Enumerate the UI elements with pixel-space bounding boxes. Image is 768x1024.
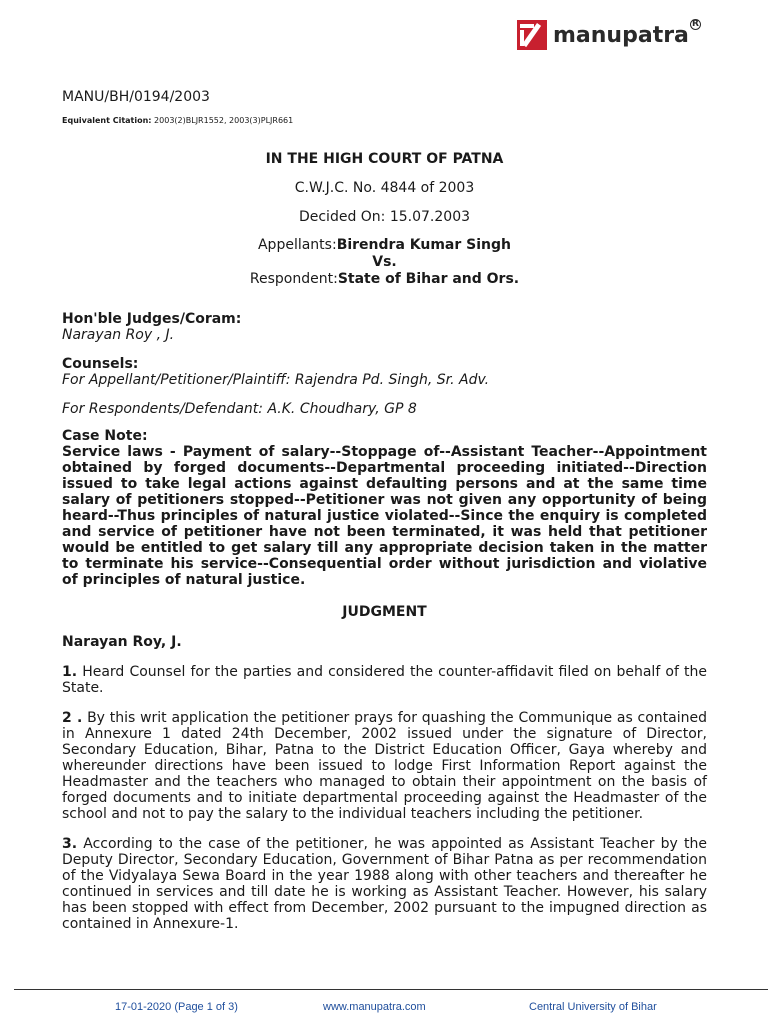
counsel-appellant: For Appellant/Petitioner/Plaintiff: Rajendra Pd. Singh, Sr. Adv. <box>62 372 490 388</box>
counsels-section <box>62 356 707 388</box>
case-note-title: Case Note: <box>62 428 148 444</box>
appellants-name: Birendra Kumar Singh <box>336 237 511 253</box>
case-note-section <box>62 428 707 588</box>
appellants-label: Appellants: <box>257 237 337 253</box>
respondent-line <box>62 271 707 288</box>
document-body <box>62 89 707 946</box>
paragraph-3 <box>62 836 707 932</box>
footer-institution: Central University of Bihar <box>529 1001 657 1013</box>
manupatra-logo-icon <box>517 20 547 50</box>
paragraph-text: Heard Counsel for the parties and considered the counter-affidavit filed on behalf of the State. <box>62 664 707 696</box>
citation-id: MANU/BH/0194/2003 <box>62 89 210 105</box>
decided-on: Decided On: 15.07.2003 <box>298 209 471 225</box>
coram-judge: Narayan Roy , J. <box>62 327 175 343</box>
case-note-text: Service laws - Payment of salary--Stoppage of--Assistant Teacher--Appointment obtained by forged documents--Departmental proceeding initiated--Direction issued to take legal actions against defaulting persons and at the same time salary of petitioners stopped--Petitioner was not given any opportunity of being heard--Thus principles of natural justice violated--Since the enquiry is completed and service of petitioner have not been terminated, it was held that petitioner would be entitled to get salary till any appropriate decision taken in the matter to terminate his service--Consequential order without jurisdiction and violative of principles of natural justice. <box>62 444 707 588</box>
registered-mark-icon: R <box>690 19 701 30</box>
footer-date-page: 17-01-2020 (Page 1 of 3) <box>115 1001 238 1013</box>
court-name: IN THE HIGH COURT OF PATNA <box>265 151 504 167</box>
paragraph-number: 2 . <box>62 710 83 726</box>
appellants-line <box>62 237 707 254</box>
paragraph-1 <box>62 664 707 696</box>
equivalent-citation-value: 2003(2)BLJR1552, 2003(3)PLJR661 <box>151 116 294 125</box>
manupatra-logo <box>517 18 699 50</box>
parties <box>62 237 707 288</box>
respondent-label: Respondent: <box>249 271 338 287</box>
paragraph-number: 3. <box>62 836 78 852</box>
case-number: C.W.J.C. No. 4844 of 2003 <box>294 180 475 196</box>
paragraph-2 <box>62 710 707 822</box>
judgment-title: JUDGMENT <box>342 604 427 620</box>
paragraph-text: According to the case of the petitioner, he was appointed as Assistant Teacher by the Deputy Director, Secondary Education, Government of Bihar Patna as per recommendation of the Vidyalaya Sewa Board in the year 1988 along with other teachers and thereafter he continued in services and till date he is working as Assistant Teacher. However, his salary has been stopped with effect from December, 2002 pursuant to the impugned direction as contained in Annexure-1. <box>62 836 707 932</box>
footer-divider <box>14 989 768 990</box>
equivalent-citation-label: Equivalent Citation: <box>62 116 152 125</box>
footer-website-link[interactable]: www.manupatra.com <box>323 1001 426 1013</box>
equivalent-citation <box>62 113 707 129</box>
counsels-title: Counsels: <box>62 356 139 372</box>
manupatra-logo-text: manupatra R <box>553 23 689 48</box>
judgment-author: Narayan Roy, J. <box>62 634 182 650</box>
paragraph-number: 1. <box>62 664 78 680</box>
respondent-name: State of Bihar and Ors. <box>337 271 520 287</box>
paragraph-text: By this writ application the petitioner prays for quashing the Communique as contained in Annexure 1 dated 24th December, 2002 issued under the signature of Director, Secondary Education, Bihar, Patna to the District Education Officer, Gaya whereby and whereunder directions have been issued to lodge First Information Report against the Headmaster and the teachers who managed to obtain their appointment on the basis of forged documents and to initiate departmental proceeding against the Headmaster of the school and not to pay the salary to the individual teachers including the petitioner. <box>62 710 707 822</box>
counsel-respondent: For Respondents/Defendant: A.K. Choudhary, GP 8 <box>62 401 417 417</box>
coram-section <box>62 311 707 343</box>
versus: Vs. <box>372 254 397 270</box>
coram-title: Hon'ble Judges/Coram: <box>62 311 242 327</box>
